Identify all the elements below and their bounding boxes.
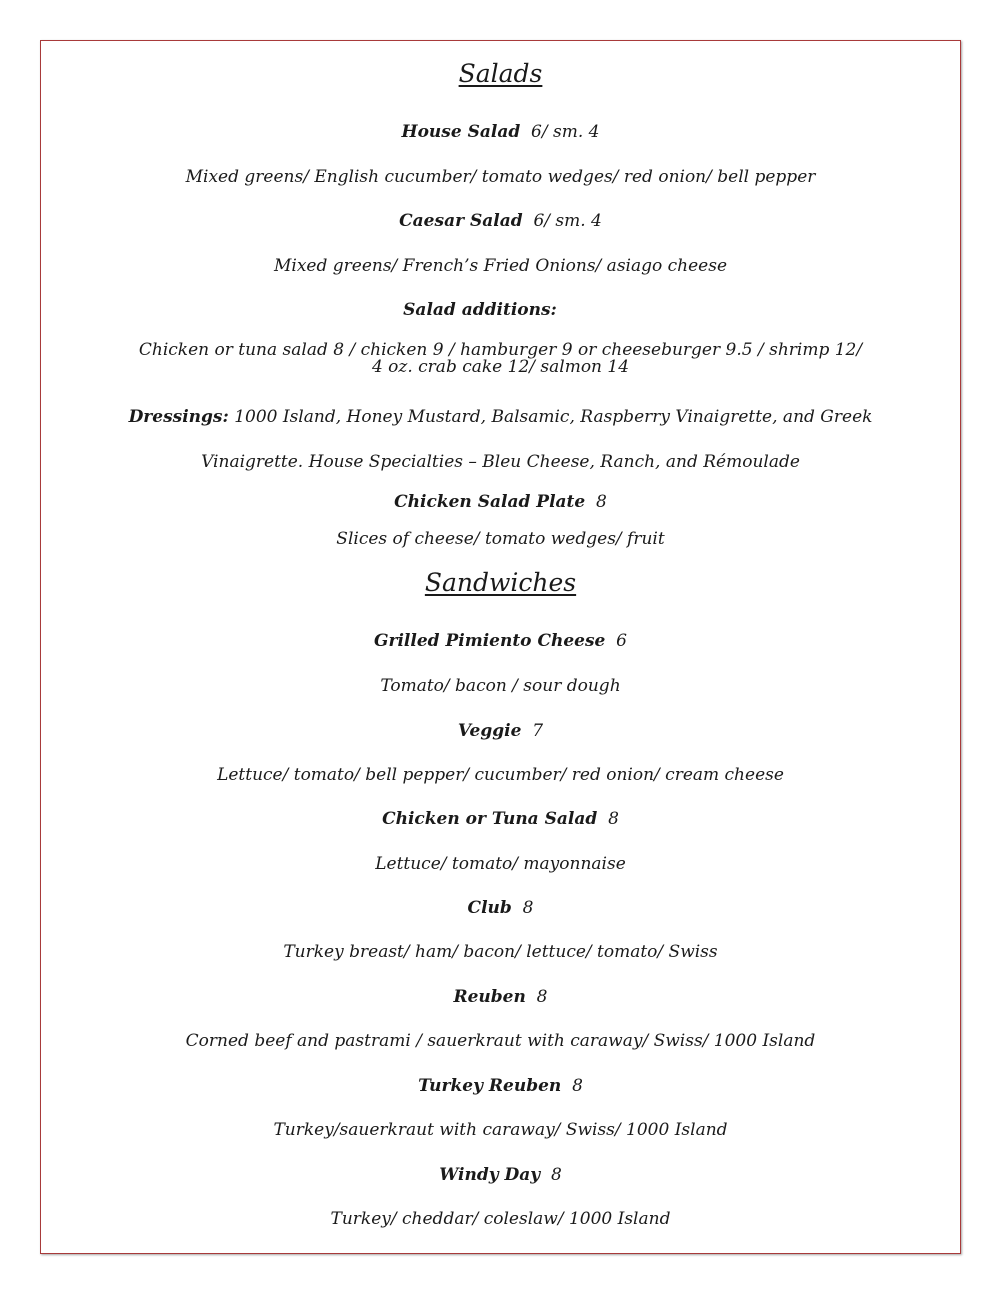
item-price: 8 [522,898,534,918]
dressings-line-2: Vinaigrette. House Specialties – Bleu Cheese, Ranch, and Rémoulade [201,452,800,472]
item-description: Mixed greens/ English cucumber/ tomato wedges/ red onion/ bell pepper [185,167,816,187]
menu-item-reuben [40,987,961,1007]
item-price: 8 [572,1076,583,1096]
item-description: Turkey breast/ ham/ bacon/ lettuce/ tomato/ Swiss [283,942,718,962]
item-description: Corned beef and pastrami / sauerkraut with caraway/ Swiss/ 1000 Island [185,1031,816,1051]
salads-heading: Salads [458,59,543,88]
item-name: Veggie [457,721,522,741]
dressings-line-1 [40,407,961,427]
item-description: Lettuce/ tomato/ mayonnaise [375,854,626,874]
item-description: Lettuce/ tomato/ bell pepper/ cucumber/ red onion/ cream cheese [217,765,784,785]
item-price: 6/ sm. 4 [533,211,602,231]
menu-item-veggie [40,721,961,741]
dressings-list: 1000 Island, Honey Mustard, Balsamic, Raspberry Vinaigrette, and Greek [234,407,873,427]
item-name: Club [467,898,512,918]
item-name: House Salad [401,122,521,142]
menu-item-chicken-salad-plate [40,492,961,512]
item-name: Caesar Salad [399,211,523,231]
item-name: Chicken Salad Plate [394,492,586,512]
menu-item-windy-day [40,1165,961,1185]
item-description: Turkey/ cheddar/ coleslaw/ 1000 Island [330,1209,671,1229]
item-name: Grilled Pimiento Cheese [374,631,606,651]
item-price: 6 [616,631,627,651]
sandwiches-heading: Sandwiches [424,568,577,597]
additions-label-text: Salad additions: [403,300,557,320]
item-description: Slices of cheese/ tomato wedges/ fruit [336,529,665,549]
item-price: 7 [532,721,544,741]
item-price: 8 [536,987,548,1007]
menu-item-grilled-pimiento-cheese [40,631,961,651]
item-name: Reuben [453,987,526,1007]
menu-item-turkey-reuben [40,1076,961,1096]
item-description: Tomato/ bacon / sour dough [380,676,621,696]
salad-additions-label [0,300,960,320]
menu-item-chicken-or-tuna-salad [40,809,961,829]
item-name: Windy Day [439,1165,541,1185]
item-name: Chicken or Tuna Salad [382,809,598,829]
salad-additions-line-2: 4 oz. crab cake 12/ salmon 14 [371,357,630,377]
menu-item-house-salad [40,122,961,142]
item-price: 8 [608,809,619,829]
item-description: Turkey/sauerkraut with caraway/ Swiss/ 1000 Island [273,1120,728,1140]
salad-additions-line-1: Chicken or tuna salad 8 / chicken 9 / hamburger 9 or cheeseburger 9.5 / shrimp 12/ [138,340,863,360]
item-name: Turkey Reuben [418,1076,562,1096]
item-price: 8 [596,492,607,512]
dressings-label: Dressings: [128,407,229,427]
item-price: 8 [550,1165,562,1185]
menu-item-club [40,898,961,918]
item-description: Mixed greens/ French’s Fried Onions/ asiago cheese [273,256,728,276]
menu-item-caesar-salad [40,211,961,231]
item-price: 6/ sm. 4 [531,122,600,142]
